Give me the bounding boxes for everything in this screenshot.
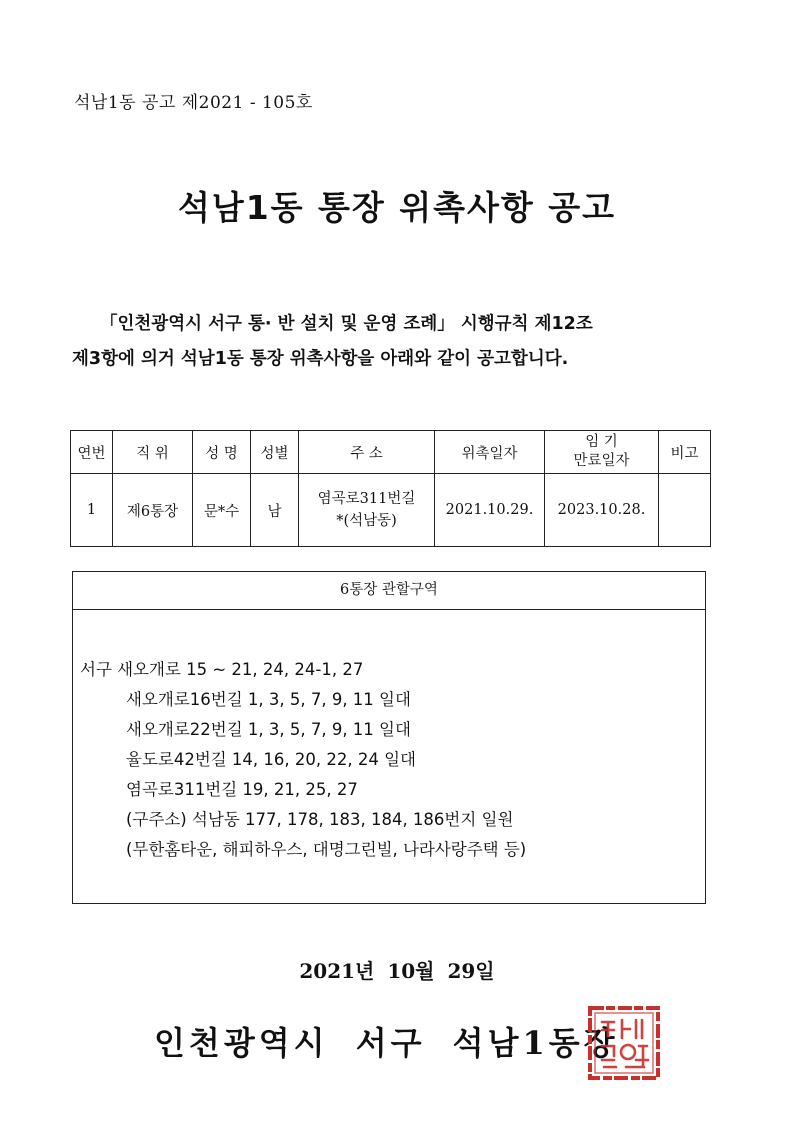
cell-name: 문*수 [193,474,251,547]
cell-address [299,474,435,547]
cell-remarks [659,474,711,547]
cell-position: 제6통장 [113,474,193,547]
intro-line-1: 「인천광역시 서구 통· 반 설치 및 운영 조례」 시행규칙 제12조 [100,314,593,334]
header-no: 연번 [71,431,113,474]
cell-address-line2: *(석남동) [336,513,397,529]
header-gender: 성별 [251,431,299,474]
header-term [545,431,659,474]
header-name: 성 명 [193,431,251,474]
jurisdiction-line: (무한홈타운, 해피하우스, 대명그린빌, 나라사랑주택 등) [126,840,527,859]
jurisdiction-title: 6통장 관할구역 [72,571,706,610]
issuer-name: 인천광역시 서구 석남1동장 [154,1024,619,1062]
cell-term-end: 2023.10.28. [545,474,659,547]
jurisdiction-line: 율도로42번길 14, 16, 20, 22, 24 일대 [126,750,416,769]
jurisdiction-line: 서구 새오개로 15 ~ 21, 24, 24-1, 27 [80,660,364,679]
appointment-table [70,430,711,547]
header-address: 주 소 [299,431,435,474]
cell-appointed-date: 2021.10.29. [435,474,545,547]
jurisdiction-line: 새오개로16번길 1, 3, 5, 7, 9, 11 일대 [126,690,411,709]
jurisdiction-line: (구주소) 석남동 177, 178, 183, 184, 186번지 일원 [126,810,514,829]
header-term-top: 임 기 [585,434,618,450]
table-row [71,474,711,547]
notice-date: 2021년 10월 29일 [299,959,495,983]
notice-number: 석남1동 공고 제2021 - 105호 [74,93,313,113]
header-term-bottom: 만료일자 [573,453,630,469]
header-remarks: 비고 [659,431,711,474]
official-seal-icon [586,1004,662,1082]
header-appointed-date: 위촉일자 [435,431,545,474]
jurisdiction-line: 새오개로22번길 1, 3, 5, 7, 9, 11 일대 [126,720,411,739]
document-title: 석남1동 통장 위촉사항 공고 [177,188,617,227]
jurisdiction-line: 염곡로311번길 19, 21, 25, 27 [126,780,358,799]
cell-no: 1 [71,474,113,547]
cell-address-line1: 염곡로311번길 [317,491,416,507]
cell-gender: 남 [251,474,299,547]
intro-line-2: 제3항에 의거 석남1동 통장 위촉사항을 아래와 같이 공고합니다. [72,349,569,369]
table-header-row [71,431,711,474]
header-position: 직 위 [113,431,193,474]
